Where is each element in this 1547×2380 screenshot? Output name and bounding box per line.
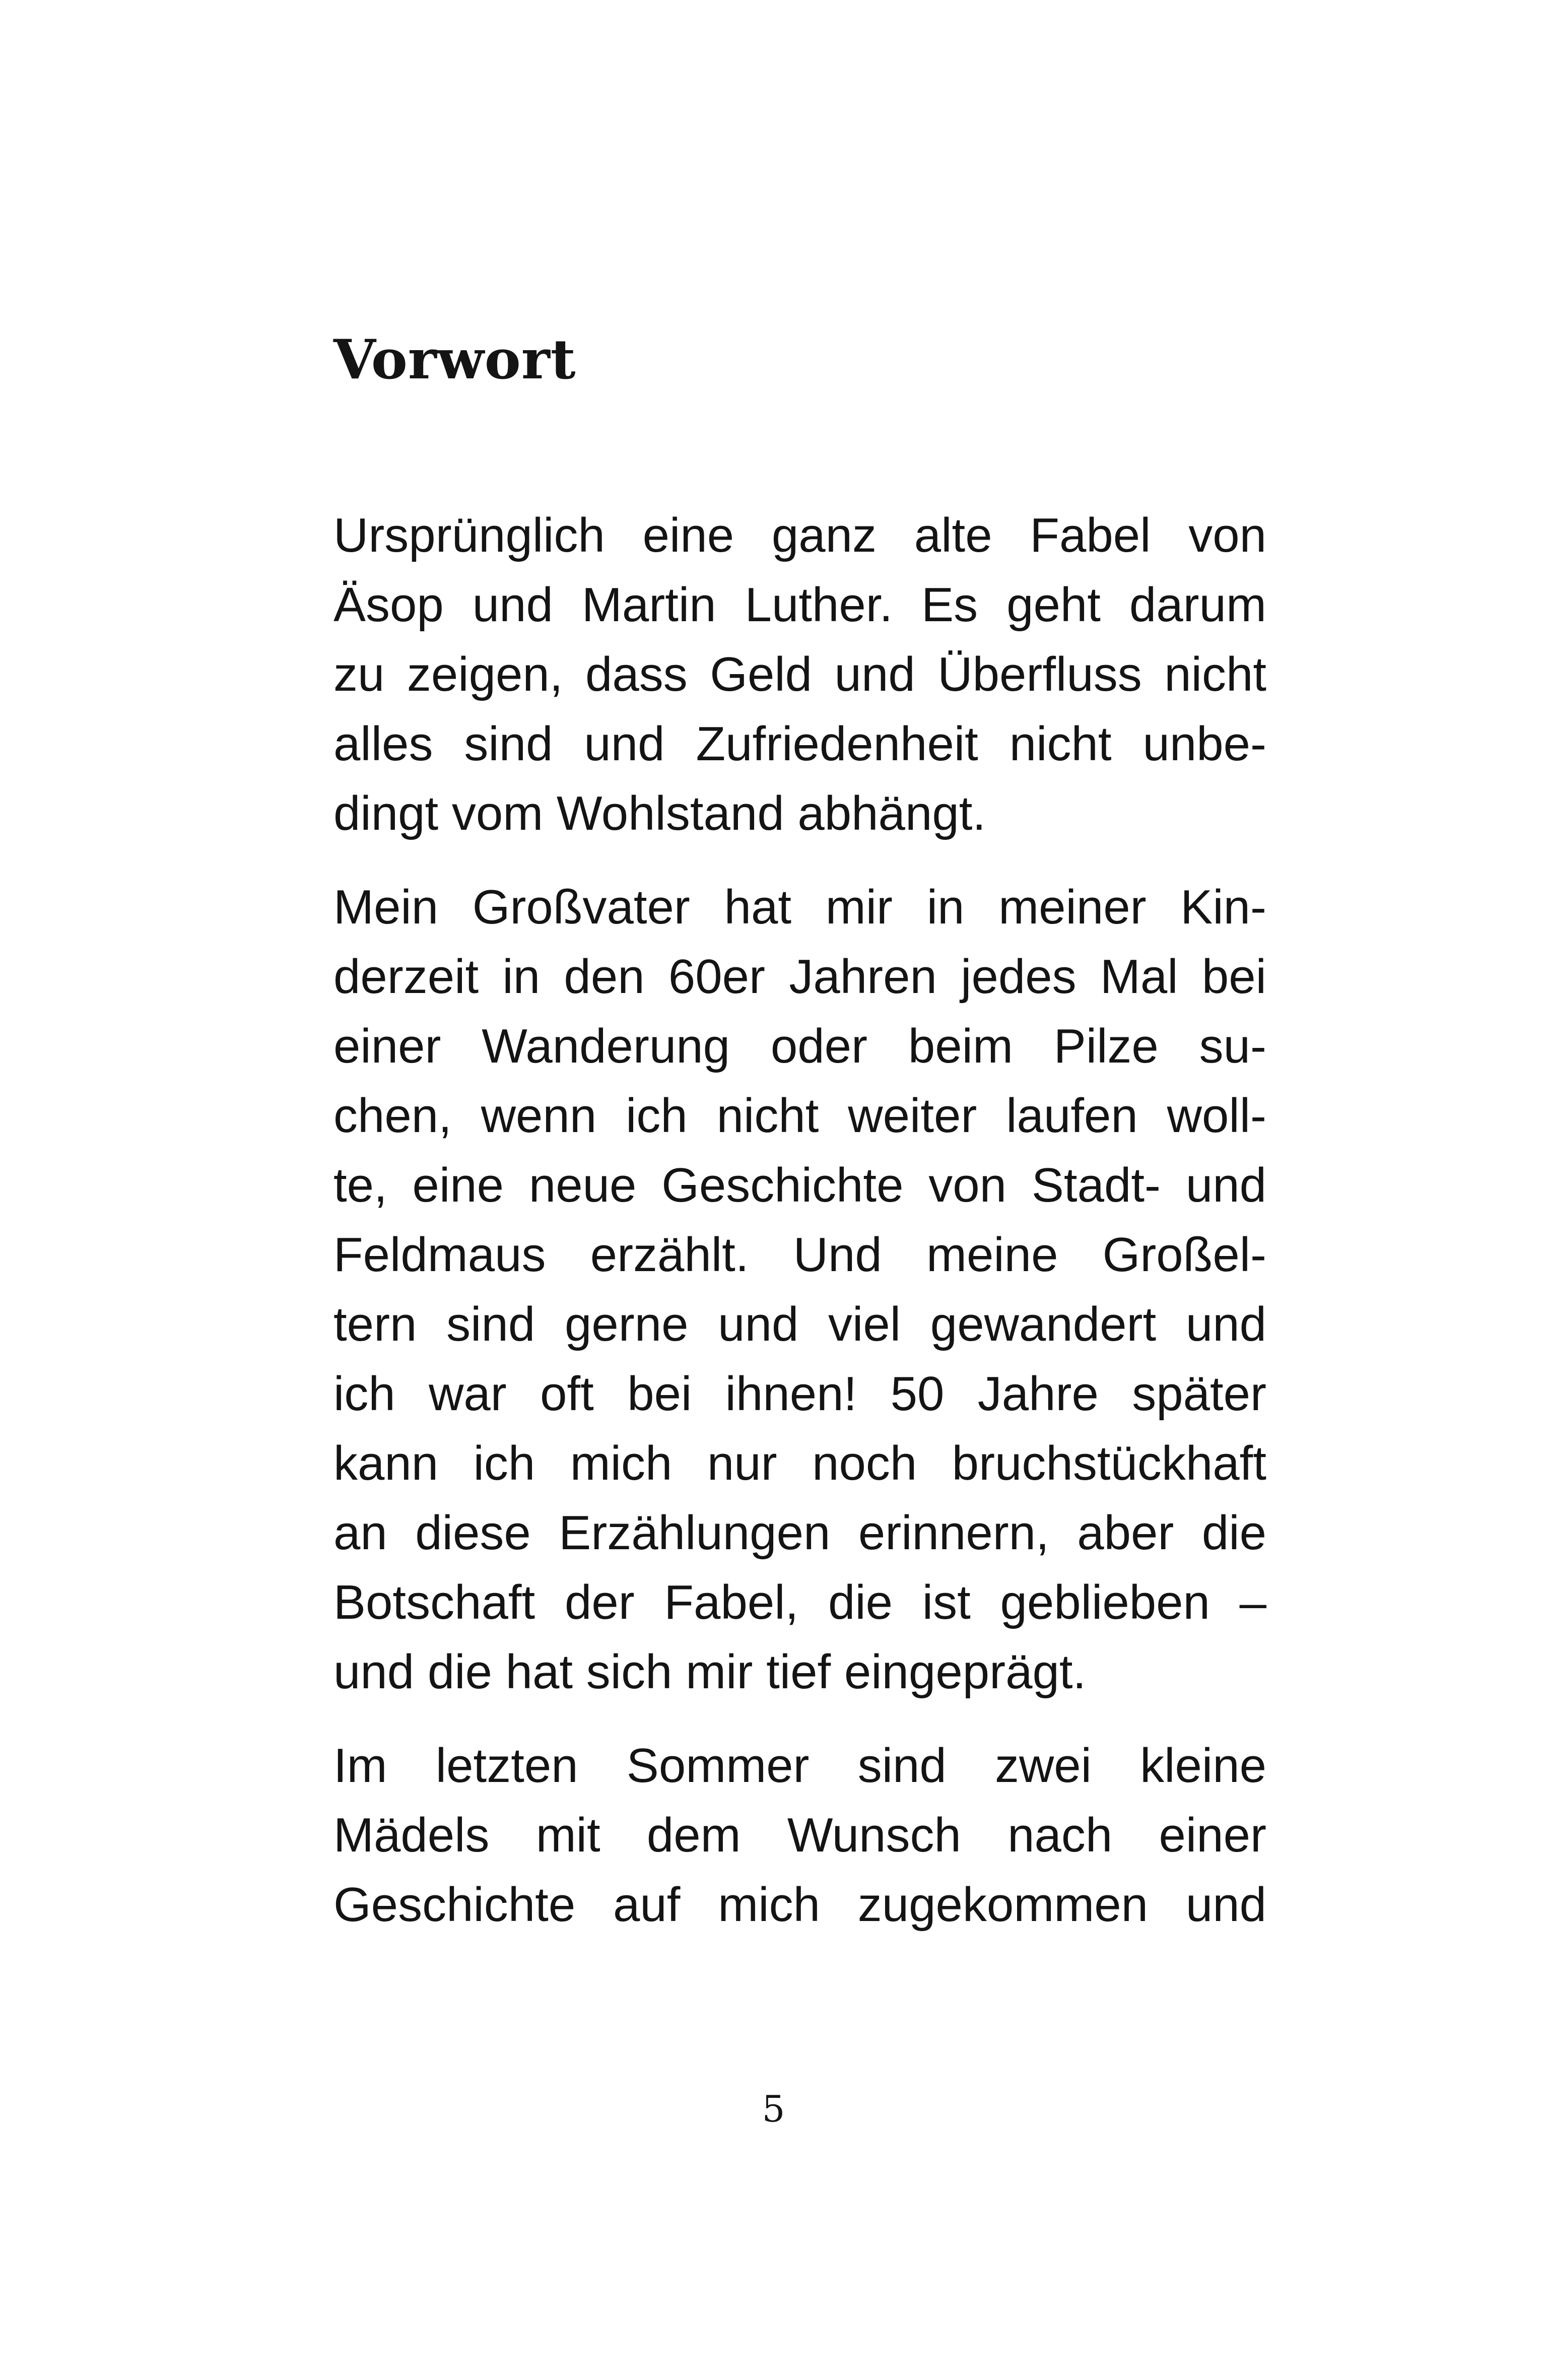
text-line: an diese Erzählungen erinnern, aber die: [333, 1506, 1266, 1560]
text-line: kann ich mich nur noch bruchstückhaft: [333, 1436, 1266, 1490]
page-number: 5: [762, 2088, 785, 2130]
text-line: derzeit in den 60er Jahren jedes Mal bei: [333, 950, 1266, 1004]
text-line: Im letzten Sommer sind zwei kleine: [333, 1739, 1266, 1793]
text-line: Geschichte auf mich zugekommen und: [333, 1878, 1266, 1932]
body-text: [333, 501, 1266, 1964]
text-line: Feldmaus erzählt. Und meine Großel-: [333, 1228, 1266, 1282]
paragraph: [333, 1731, 1266, 1940]
text-line: Mädels mit dem Wunsch nach einer: [333, 1808, 1266, 1862]
paragraph: [333, 501, 1266, 848]
text-line: einer Wanderung oder beim Pilze su-: [333, 1019, 1266, 1073]
paragraph: [333, 873, 1266, 1707]
chapter-heading: Vorwort: [333, 328, 576, 391]
text-line: Ursprünglich eine ganz alte Fabel von: [333, 508, 1266, 562]
text-line: Mein Großvater hat mir in meiner Kin-: [333, 880, 1266, 934]
text-line: dingt vom Wohlstand abhängt.: [333, 786, 986, 840]
text-line: Äsop und Martin Luther. Es geht darum: [333, 578, 1266, 632]
text-line: ich war oft bei ihnen! 50 Jahre später: [333, 1367, 1266, 1421]
text-line: chen, wenn ich nicht weiter laufen woll-: [333, 1089, 1266, 1143]
text-line: alles sind und Zufriedenheit nicht unbe-: [333, 717, 1266, 771]
text-line: zu zeigen, dass Geld und Überfluss nicht: [333, 647, 1266, 701]
text-line: und die hat sich mir tief eingeprägt.: [333, 1645, 1087, 1699]
text-line: tern sind gerne und viel gewandert und: [333, 1297, 1266, 1351]
text-line: Botschaft der Fabel, die ist geblieben –: [333, 1575, 1266, 1629]
text-line: te, eine neue Geschichte von Stadt- und: [333, 1158, 1266, 1212]
